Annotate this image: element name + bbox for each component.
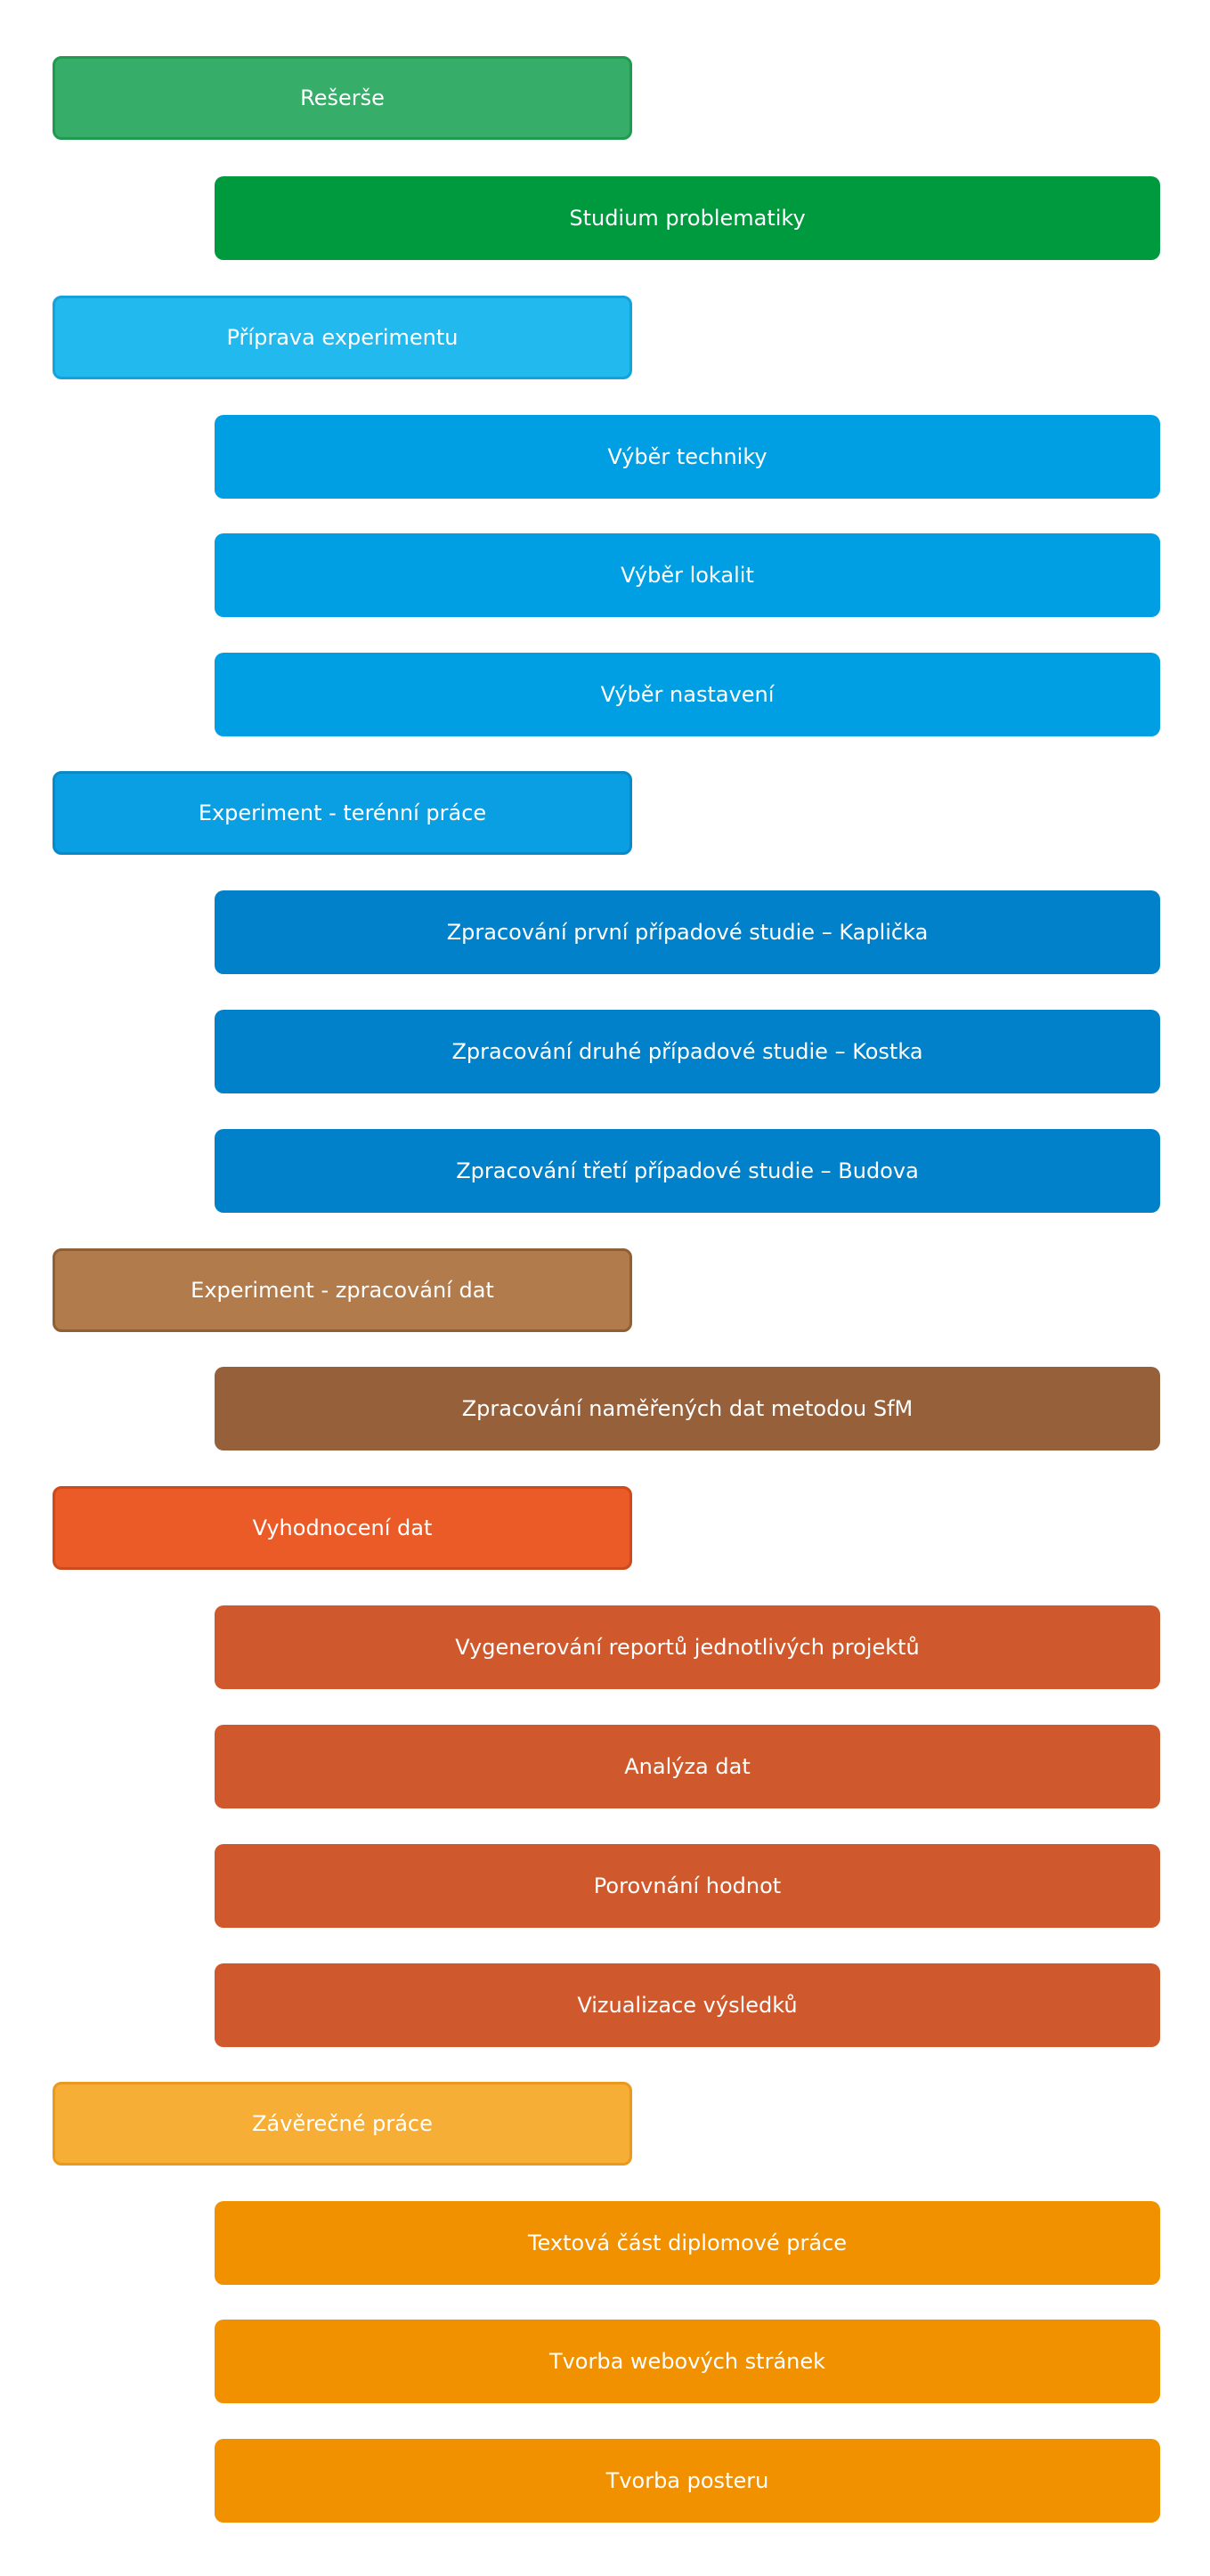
task-box: Výběr lokalit (215, 533, 1160, 617)
task-box: Studium problematiky (215, 176, 1160, 260)
task-box: Výběr nastavení (215, 653, 1160, 736)
task-box: Porovnání hodnot (215, 1844, 1160, 1928)
phase-box: Vyhodnocení dat (53, 1486, 632, 1570)
task-box: Textová část diplomové práce (215, 2201, 1160, 2285)
task-box: Zpracování třetí případové studie – Budova (215, 1129, 1160, 1213)
phase-box: Příprava experimentu (53, 296, 632, 379)
task-box: Tvorba posteru (215, 2439, 1160, 2523)
task-box: Zpracování naměřených dat metodou SfM (215, 1367, 1160, 1451)
task-box: Zpracování druhé případové studie – Kostka (215, 1010, 1160, 1093)
task-box: Analýza dat (215, 1725, 1160, 1808)
phase-box: Závěrečné práce (53, 2082, 632, 2166)
task-box: Výběr techniky (215, 415, 1160, 499)
task-box: Vizualizace výsledků (215, 1963, 1160, 2047)
task-box: Vygenerování reportů jednotlivých projektů (215, 1605, 1160, 1689)
task-box: Tvorba webových stránek (215, 2320, 1160, 2403)
task-box: Zpracování první případové studie – Kaplička (215, 890, 1160, 974)
phase-box: Experiment - terénní práce (53, 771, 632, 855)
phase-box: Experiment - zpracování dat (53, 1248, 632, 1332)
phase-box: Rešerše (53, 56, 632, 140)
